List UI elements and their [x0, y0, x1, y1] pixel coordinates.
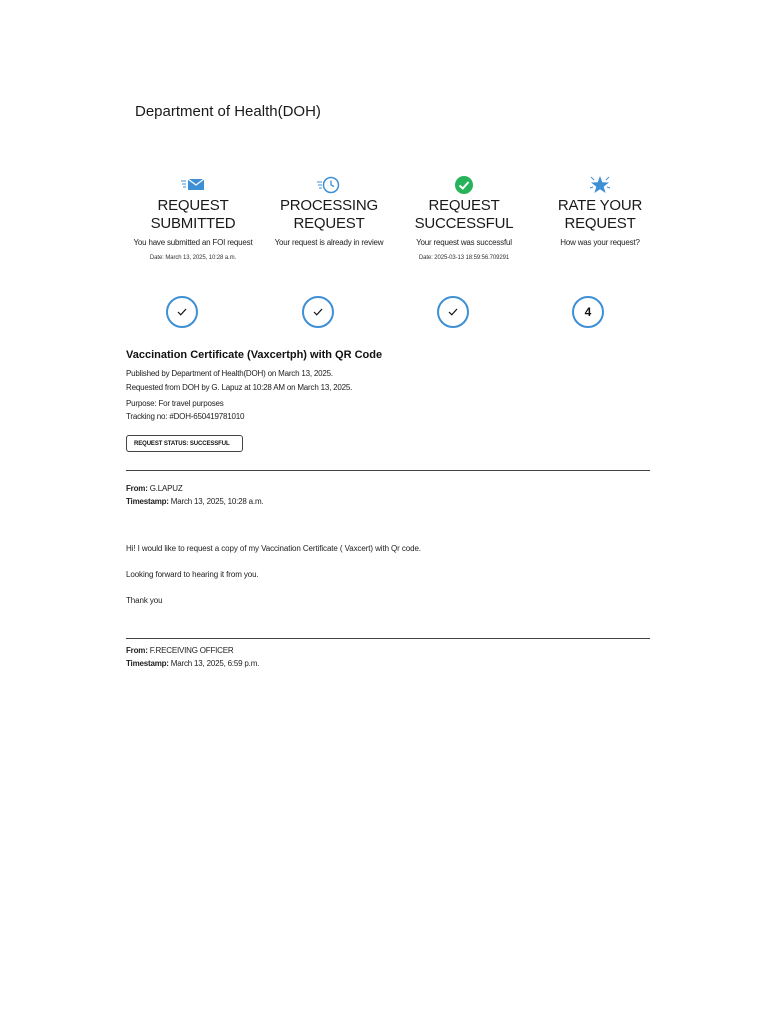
step-request-submitted [125, 174, 261, 262]
purpose-info: Purpose: For travel purposes [126, 399, 224, 408]
step-description: How was your request? [560, 238, 640, 247]
divider [126, 470, 650, 471]
agency-name: Department of Health(DOH) [135, 103, 321, 120]
check-icon [448, 308, 458, 316]
sender-name: G.LAPUZ [149, 484, 183, 493]
step-date: Date: 2025-03-13 18:59:56.709291 [418, 255, 510, 261]
message-from: From: F.RECEIVING OFFICER [126, 646, 234, 655]
step-description: Your request is already in review [274, 238, 384, 247]
step-title: RATE YOUR REQUEST [557, 197, 643, 232]
message-timestamp: Timestamp: March 13, 2025, 6:59 p.m. [126, 659, 260, 668]
progress-step-2-complete [302, 296, 334, 328]
progress-step-3-complete [437, 296, 469, 328]
progress-step-1-complete [166, 296, 198, 328]
progress-step-number: 4 [584, 305, 592, 319]
envelope-icon [181, 174, 205, 196]
timestamp-value: March 13, 2025, 10:28 a.m. [170, 497, 264, 506]
step-title: REQUEST SUBMITTED [150, 197, 236, 232]
step-description: Your request was successful [416, 238, 512, 247]
check-icon [177, 308, 187, 316]
check-badge-icon [452, 174, 476, 196]
step-rate-your-request [532, 174, 668, 248]
message-from: From: G.LAPUZ [126, 484, 183, 493]
message-body-line: Looking forward to hearing it from you. [126, 570, 259, 579]
sender-name: F.RECEIVING OFFICER [149, 646, 234, 655]
divider [126, 638, 650, 639]
tracking-number: Tracking no: #DOH-650419781010 [126, 412, 245, 421]
requested-info: Requested from DOH by G. Lapuz at 10:28 AM on March 13, 2025. [126, 383, 353, 392]
step-title: REQUEST SUCCESSFUL [414, 197, 514, 232]
message-body-line: Thank you [126, 596, 163, 605]
status-badge: REQUEST STATUS: SUCCESSFUL [126, 435, 243, 452]
star-icon [588, 174, 612, 196]
document-title: Vaccination Certificate (Vaxcertph) with QR Code [126, 349, 383, 361]
step-description: You have submitted an FOI request [133, 238, 253, 247]
timestamp-value: March 13, 2025, 6:59 p.m. [170, 659, 260, 668]
clock-icon [317, 174, 341, 196]
step-processing-request [261, 174, 397, 248]
step-title: PROCESSING REQUEST [279, 197, 379, 232]
message-timestamp: Timestamp: March 13, 2025, 10:28 a.m. [126, 497, 264, 506]
progress-step-4-current [572, 296, 604, 328]
published-info: Published by Department of Health(DOH) on March 13, 2025. [126, 369, 333, 378]
step-date: Date: March 13, 2025, 10:28 a.m. [149, 255, 237, 261]
step-request-successful [396, 174, 532, 262]
check-icon [313, 308, 323, 316]
message-body-line: Hi! I would like to request a copy of my Vaccination Certificate ( Vaxcert) with Qr code. [126, 544, 421, 553]
